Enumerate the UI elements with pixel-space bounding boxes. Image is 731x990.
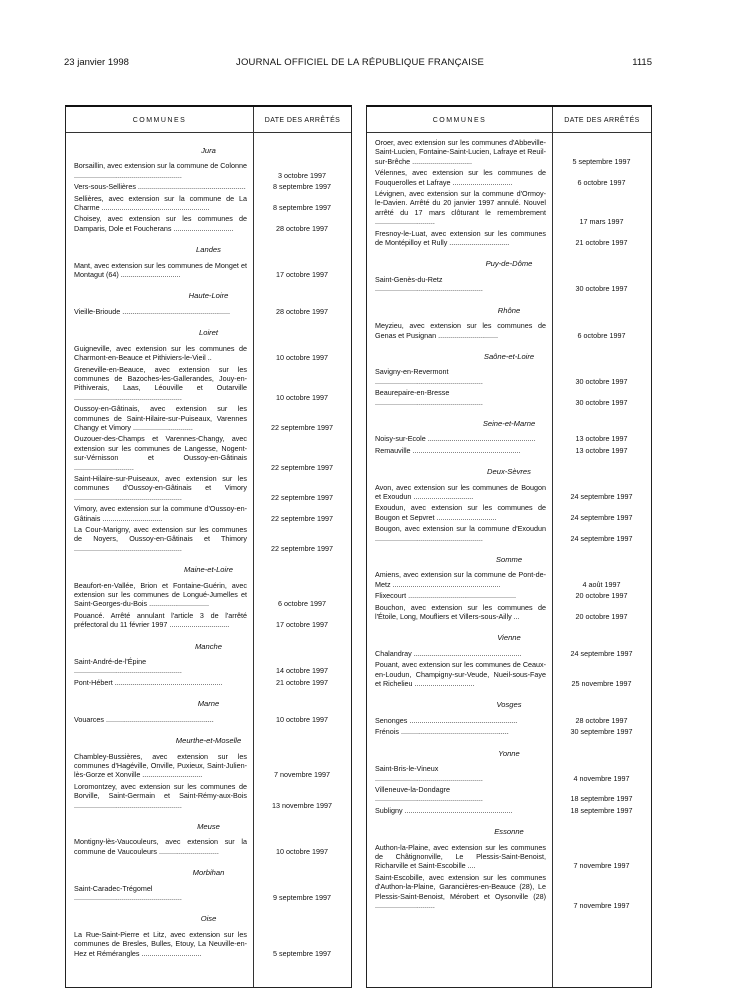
decree-date [253, 782, 351, 810]
decree-date [253, 474, 351, 502]
decree-date [253, 344, 351, 363]
decree-date-line: 8 septembre 1997 [273, 182, 331, 192]
decree-date-line: 4 août 1997 [582, 579, 621, 589]
commune-text: Pont-Hébert ...................................................... [74, 677, 223, 687]
decree-date [253, 307, 351, 316]
page-number: 1115 [632, 57, 652, 68]
commune-text: Saint-Escobille, avec extension sur les communes d'Authon-la-Plaine, Garancières-en-Beauce (28), Le Plessis-Saint-Benoist, Mérobert et Oysonville (28) .............................. [375, 872, 546, 910]
commune-entry [66, 344, 351, 363]
commune-text: Guigneville, avec extension sur les communes de Charmont-en-Beauce et Pithiviers-le-Vieil .. [74, 343, 247, 363]
commune-text: Vers-sous-Sellières ...................................................... [74, 182, 246, 192]
department-heading: Loiret [199, 328, 218, 338]
decree-date-line: 17 octobre 1997 [276, 620, 328, 630]
decree-date-line: 22 septembre 1997 [271, 543, 333, 553]
decree-date-line: 30 octobre 1997 [575, 376, 628, 386]
commune-text: Exoudun, avec extension sur les communes de Bougon et Sepvret .............................. [375, 503, 546, 522]
department-heading: Haute-Loire [188, 291, 229, 301]
journal-title: JOURNAL OFFICIEL DE LA RÉPUBLIQUE FRANÇAISE [236, 57, 485, 68]
decree-date-line: 14 octobre 1997 [276, 666, 328, 676]
commune-entry [367, 727, 651, 736]
communes-column-header: COMMUNES [132, 117, 187, 124]
decree-date [552, 446, 651, 455]
decree-date [552, 785, 651, 804]
decree-date-line: 5 septembre 1997 [572, 156, 631, 166]
decree-date-line: 13 octobre 1997 [575, 445, 628, 455]
decree-date [253, 161, 351, 180]
commune-entry [367, 524, 651, 543]
commune-text: Noisy-sur-Ecole ...................................................... [375, 434, 536, 444]
commune-text: Saint-André-de-l'Épine ...................................................... [74, 657, 182, 676]
decree-date-line: 9 septembre 1997 [273, 892, 331, 902]
commune-entry [367, 446, 651, 455]
commune-entry [367, 483, 651, 502]
decree-date [253, 261, 351, 280]
commune-entry [367, 321, 651, 340]
commune-text: Bougon, avec extension sur la commune d'Exoudun ...................................................... [375, 524, 546, 543]
decree-date-line: 28 octobre 1997 [276, 223, 328, 233]
commune-entry [66, 404, 351, 432]
commune-text: Saint-Genès-du-Retz ...................................................... [375, 274, 483, 294]
department-heading: Marne [197, 699, 220, 709]
decree-date [552, 189, 651, 227]
commune-entry [66, 581, 351, 609]
right-table [366, 105, 652, 988]
department-heading: Maine-et-Loire [184, 565, 233, 575]
commune-text: Beaufort-en-Vallée, Brion et Fontaine-Guérin, avec extension sur les communes de Longué-Jumelles et Saint-Georges-du-Bois .............................. [74, 580, 247, 609]
decree-date [552, 660, 651, 688]
commune-entry [367, 367, 651, 386]
department-heading: Somme [495, 555, 523, 564]
dates-column-header: DATE DES ARRÊTÉS [264, 117, 341, 124]
commune-text: Amiens, avec extension sur la commune de Pont-de-Metz ...................................................... [375, 570, 546, 589]
commune-entry [66, 525, 351, 553]
decree-date-line: 24 septembre 1997 [570, 491, 633, 501]
decree-date [253, 404, 351, 432]
commune-entry [66, 837, 351, 856]
decree-date-line: 5 septembre 1997 [273, 948, 331, 958]
commune-entry [66, 504, 351, 523]
commune-entry [66, 611, 351, 630]
decree-date [253, 657, 351, 676]
commune-entry [367, 649, 651, 658]
decree-date-line: 17 octobre 1997 [276, 270, 328, 280]
decree-date-line: 10 octobre 1997 [276, 846, 328, 856]
department-heading: Seine-et-Marne [482, 418, 536, 428]
decree-date-line: 10 octobre 1997 [276, 714, 328, 724]
commune-text: Loromontzey, avec extension sur les communes de Borville, Saint-Germain et Saint-Rémy-aux-Bois ...................................................... [74, 781, 247, 810]
commune-text: Borsaillin, avec extension sur la commune de Colonne ...................................................... [74, 161, 247, 180]
commune-text: Frénois ...................................................... [375, 727, 509, 737]
header-rule [367, 132, 651, 133]
commune-entry [66, 657, 351, 676]
commune-entry [367, 591, 651, 600]
decree-date [253, 182, 351, 191]
commune-entry [367, 843, 651, 871]
issue-date: 23 janvier 1998 [64, 57, 129, 68]
commune-entry [367, 388, 651, 407]
commune-text: Remauville ...................................................... [375, 445, 521, 455]
department-heading: Manche [194, 641, 223, 651]
commune-entry [367, 168, 651, 187]
left-table-body [66, 134, 351, 987]
department-heading: Essonne [494, 827, 524, 837]
department-heading: Jura [201, 146, 216, 155]
decree-date-line: 8 septembre 1997 [273, 203, 331, 213]
commune-entry [367, 570, 651, 589]
commune-text: Meyzieu, avec extension sur les communes de Genas et Pusignan .............................. [375, 321, 546, 340]
commune-text: Pouant, avec extension sur les communes de Ceaux-en-Loudun, Champigny-sur-Veude, Nueil-sous-Faye et Richelieu .............................. [375, 660, 546, 689]
commune-entry [367, 189, 651, 227]
commune-entry [367, 229, 651, 248]
commune-entry [66, 678, 351, 687]
commune-text: Mant, avec extension sur les communes de Monget et Montagut (64) .............................. [74, 260, 247, 280]
decree-date [552, 764, 651, 783]
decree-date [552, 843, 651, 871]
commune-entry [367, 660, 651, 688]
commune-text: Saint-Caradec-Trégomel ...................................................... [74, 883, 182, 902]
department-heading: Meuse [197, 821, 220, 831]
decree-date [552, 503, 651, 522]
decree-date [552, 649, 651, 658]
decree-date-line: 6 octobre 1997 [577, 177, 626, 187]
commune-entry [66, 214, 351, 233]
decree-date [253, 837, 351, 856]
commune-text: Vieille-Brioude ...................................................... [74, 306, 231, 316]
decree-date-line: 13 novembre 1997 [272, 800, 332, 810]
decree-date-line: 22 septembre 1997 [271, 462, 333, 472]
dates-column-header: DATE DES ARRÊTÉS [564, 117, 640, 124]
decree-date [552, 727, 651, 736]
commune-entry [367, 503, 651, 522]
commune-text: Subligny ...................................................... [375, 805, 513, 815]
decree-date [253, 434, 351, 472]
decree-date-line: 30 octobre 1997 [575, 397, 628, 407]
commune-text: Vouarces ...................................................... [74, 714, 214, 724]
commune-entry [367, 764, 651, 783]
decree-date-line: 10 octobre 1997 [276, 392, 328, 402]
commune-text: Sellières, avec extension sur la commune de La Charme ...................................................... [74, 193, 247, 213]
decree-date-line: 18 septembre 1997 [570, 794, 633, 804]
department-heading: Meurthe-et-Moselle [175, 736, 242, 746]
commune-entry [66, 365, 351, 403]
decree-date [552, 570, 651, 589]
department-heading: Landes [196, 245, 221, 255]
commune-text: Vimory, avec extension sur la commune d'Oussoy-en-Gâtinais .............................. [74, 504, 247, 523]
decree-date-line: 24 septembre 1997 [570, 648, 633, 658]
decree-date-line: 22 septembre 1997 [271, 492, 333, 502]
commune-text: Oroer, avec extension sur les communes d'Abbeville-Saint-Lucien, Fontaine-Saint-Lucien, Lafraye et Reuil-sur-Brêche .............................. [375, 138, 546, 166]
commune-text: Saint-Hilaire-sur-Puiseaux, avec extension sur les communes d'Oussoy-en-Gâtinais et Vimory ...................................................... [74, 473, 247, 502]
commune-entry [66, 194, 351, 213]
decree-date [552, 138, 651, 166]
decree-date [552, 275, 651, 294]
commune-text: Lévignen, avec extension sur la commune d'Ormoy-le-Davien. Arrêté du 20 janvier 1997 annulé. Nouvel arrêté du 17 mars clôturant le remembrement .............................. [375, 189, 546, 227]
commune-text: Saint-Bris-le-Vineux ...................................................... [375, 764, 483, 783]
decree-date [253, 525, 351, 553]
decree-date [552, 388, 651, 407]
commune-text: Oussoy-en-Gâtinais, avec extension sur les communes de Saint-Hilaire-sur-Puiseaux, Varennes Changy et Vimory .............................. [74, 404, 247, 432]
commune-text: Chambley-Bussières, avec extension sur les communes d'Hagéville, Onville, Puxieux, Saint-Julien-lès-Gorze et Xonville .............................. [74, 751, 247, 780]
decree-date-line: 20 octobre 1997 [575, 612, 628, 622]
communes-column-header: COMMUNES [432, 117, 487, 124]
commune-entry [367, 806, 651, 815]
decree-date-line: 6 octobre 1997 [278, 599, 326, 609]
decree-date [552, 716, 651, 725]
decree-date [552, 806, 651, 815]
decree-date-line: 28 octobre 1997 [575, 715, 628, 725]
department-heading: Vienne [497, 633, 521, 643]
decree-date-line: 24 septembre 1997 [570, 533, 633, 543]
decree-date [552, 524, 651, 543]
commune-text: Flixecourt ...................................................... [375, 591, 516, 601]
commune-entry [66, 715, 351, 724]
decree-date [253, 884, 351, 903]
department-heading: Oise [200, 914, 217, 924]
commune-entry [66, 182, 351, 191]
decree-date-line: 7 novembre 1997 [573, 861, 630, 871]
decree-date-line: 13 octobre 1997 [575, 434, 628, 444]
commune-text: Choisey, avec extension sur les communes de Damparis, Dole et Foucherans .............................. [74, 214, 247, 233]
commune-entry [367, 275, 651, 294]
commune-entry [367, 603, 651, 622]
decree-date [253, 504, 351, 523]
commune-text: Fresnoy-le-Luat, avec extension sur les communes de Montépilloy et Rully .............................. [375, 228, 546, 248]
decree-date-line: 28 octobre 1997 [276, 306, 328, 316]
commune-text: Villeneuve-la-Dondagre ...................................................... [375, 784, 483, 804]
decree-date-line: 7 novembre 1997 [573, 900, 630, 910]
decree-date [552, 229, 651, 248]
commune-entry [367, 873, 651, 911]
commune-text: Greneville-en-Beauce, avec extension sur les communes de Bazoches-les-Gallerandes, Jouy-en-Pithiverais, Laas, Léouville et Outarville ...................................................... [74, 364, 247, 402]
commune-text: Chalandray ...................................................... [375, 648, 522, 658]
decree-date [253, 752, 351, 780]
decree-date-line: 3 octobre 1997 [278, 170, 326, 180]
left-table [65, 105, 352, 988]
decree-date [253, 365, 351, 403]
decree-date-line: 21 octobre 1997 [575, 238, 628, 248]
commune-entry [66, 434, 351, 472]
commune-text: Bouchon, avec extension sur les communes de l'Étoile, Long, Moufliers et Villers-sous-Ailly ... [375, 602, 546, 622]
department-heading: Deux-Sèvres [487, 467, 531, 477]
decree-date [253, 581, 351, 609]
right-table-body [367, 134, 651, 987]
decree-date-line: 17 mars 1997 [579, 217, 624, 227]
decree-date [253, 715, 351, 724]
decree-date-line: 18 septembre 1997 [570, 805, 633, 815]
decree-date-line: 22 septembre 1997 [271, 422, 333, 432]
commune-entry [367, 785, 651, 804]
commune-text: Montigny-lès-Vaucouleurs, avec extension sur la commune de Vaucouleurs .............................. [74, 837, 247, 856]
decree-date [253, 214, 351, 233]
decree-date-line: 22 septembre 1997 [271, 513, 333, 523]
decree-date-line: 6 octobre 1997 [577, 330, 626, 340]
department-heading: Yonne [498, 748, 520, 758]
commune-text: Ouzouer-des-Champs et Varennes-Changy, avec extension sur les communes de Langesse, Nogent-sur-Vérnisson et Oussoy-en-Gâtinais .............................. [74, 434, 247, 472]
commune-entry [66, 930, 351, 958]
department-heading: Saône-et-Loire [483, 351, 535, 361]
commune-text: Senonges ...................................................... [375, 715, 518, 725]
commune-entry [66, 474, 351, 502]
decree-date-line: 21 octobre 1997 [276, 677, 328, 687]
department-heading: Puy-de-Dôme [485, 259, 533, 269]
department-heading: Morbihan [192, 868, 225, 878]
commune-entry [367, 434, 651, 443]
commune-entry [66, 161, 351, 180]
commune-text: La Cour-Marigny, avec extension sur les communes de Noyers, Oussoy-en-Gâtinais et Thimory ...................................................... [74, 525, 247, 553]
department-heading: Vosges [496, 700, 522, 710]
decree-date-line: 30 septembre 1997 [570, 727, 633, 737]
commune-entry [367, 138, 651, 166]
page-header [64, 57, 652, 71]
decree-date [552, 367, 651, 386]
commune-text: La Rue-Saint-Pierre et Litz, avec extension sur les communes de Bresles, Bulles, Etouy, La Neuville-en-Hez et Rémérangles .............................. [74, 929, 247, 958]
commune-text: Pouancé. Arrêté annulant l'article 3 de l'arrêté préfectoral du 11 février 1997 .............................. [74, 610, 247, 630]
decree-date [552, 591, 651, 600]
commune-entry [367, 716, 651, 725]
commune-entry [66, 782, 351, 810]
decree-date [552, 873, 651, 911]
commune-text: Avon, avec extension sur les communes de Bougon et Exoudun .............................. [375, 482, 546, 501]
commune-text: Beaurepaire-en-Bresse ...................................................... [375, 388, 483, 407]
commune-entry [66, 752, 351, 780]
decree-date [552, 321, 651, 340]
header-rule [66, 132, 351, 133]
decree-date [253, 930, 351, 958]
decree-date-line: 7 novembre 1997 [274, 770, 330, 780]
decree-date-line: 4 novembre 1997 [573, 773, 630, 783]
decree-date [552, 603, 651, 622]
commune-entry [66, 307, 351, 316]
decree-date-line: 30 octobre 1997 [575, 284, 628, 294]
decree-date-line: 10 octobre 1997 [276, 353, 328, 363]
commune-entry [66, 884, 351, 903]
department-heading: Rhône [497, 305, 521, 315]
decree-date [552, 483, 651, 502]
decree-date-line: 25 novembre 1997 [571, 679, 632, 689]
decree-date [253, 611, 351, 630]
decree-date [253, 194, 351, 213]
commune-text: Vélennes, avec extension sur les communes de Fouquerolles et Lafraye .............................. [375, 168, 546, 187]
decree-date [552, 434, 651, 443]
commune-text: Authon-la-Plaine, avec extension sur les communes de Châtignonville, Le Plessis-Saint-Benoist, Richarville et Saint-Escobille .... [375, 842, 546, 871]
decree-date-line: 24 septembre 1997 [570, 512, 633, 522]
commune-text: Savigny-en-Revermont ...................................................... [375, 367, 483, 386]
commune-entry [66, 261, 351, 280]
decree-date-line: 20 octobre 1997 [575, 591, 628, 601]
decree-date [552, 168, 651, 187]
decree-date [253, 678, 351, 687]
